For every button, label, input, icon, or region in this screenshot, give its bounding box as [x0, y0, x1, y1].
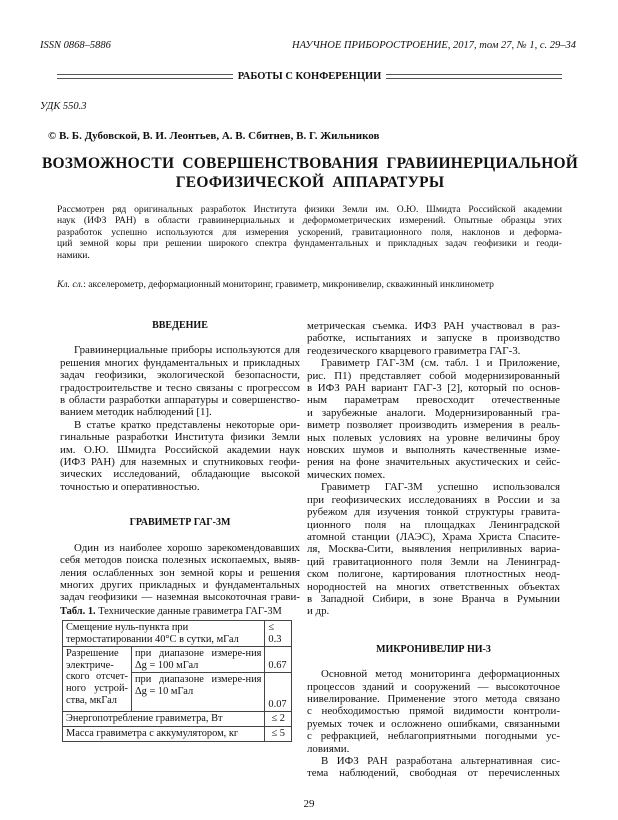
section-heading: МИКРОНИВЕЛИР НИ-3	[376, 643, 491, 655]
text-line: нивелирование. Применение этого метода связано	[307, 692, 560, 705]
text-line: с необходимостью прямой видимости контроли-	[307, 705, 560, 718]
issn: ISSN 0868–5886	[40, 40, 111, 51]
text-line: ционного поля на площадках Ленинградской	[307, 518, 560, 531]
paragraph	[307, 668, 560, 755]
text-line: точностью и оперативностью.	[60, 480, 200, 493]
text-line: геодезического кварцевого гравиметра ГАГ-3.	[307, 344, 521, 357]
text-line: атомной станции (ЛАЭС), Храма Христа Спасите-	[307, 530, 560, 543]
text-line: ском полигоне, картирования плотностных неод-	[307, 568, 560, 581]
section-heading: ГРАВИМЕТР ГАГ-3М	[129, 517, 231, 529]
table-row: Смещение нуль-пункта при термостатировании 40°С в сутки, мГал ≤ 0.3	[63, 621, 292, 647]
text-line: В статье кратко представлены некоторые ори-	[74, 418, 300, 431]
table-row: Разрешение электриче-ского отсчет-ного устрой-ства, мкГал при диапазоне измере-ния Δg = 100 мГал 0.67	[63, 647, 292, 673]
text-line: и др.	[307, 605, 330, 618]
text-line: В ИФЗ РАН разработана альтернативная сис-	[321, 755, 560, 767]
authors: © В. Б. Дубовской, В. И. Леонтьев, А. В. Сбитнев, В. Г. Жильников	[48, 130, 380, 142]
paragraph	[307, 357, 560, 481]
page-number: 29	[303, 798, 315, 810]
paragraph	[307, 755, 560, 780]
left-column	[60, 320, 300, 604]
text-line: наук (ИФЗ РАН) в области гравиинерциальных и деформометрических измерений. Опытные образцы этих	[57, 215, 562, 227]
text-line: ванием методик наблюдений [1].	[60, 406, 212, 419]
text-line: ций гравитационного поля Земли на Ленинград-	[307, 555, 560, 568]
text-line: ным параметрам превосходит отечественные	[307, 394, 560, 407]
text-line: новских шумов и выполнять качественные изме-	[307, 444, 560, 457]
text-line: задач геофизики, экологической безопасности,	[60, 369, 300, 382]
specs-table	[62, 620, 292, 742]
text-line: намики.	[57, 249, 90, 261]
text-line: виметр позволяет производить измерения в реаль-	[307, 419, 560, 432]
text-line: в области разработки аппаратуры и совершенство-	[60, 394, 300, 407]
text-line: себя методов поиска полезных ископаемых, выяв-	[60, 554, 300, 567]
text-line: многих других прикладных и фундаментальных	[60, 578, 300, 591]
text-line: в ИФЗ РАН вариант ГАГ-3 [2], который по основ-	[307, 382, 560, 395]
text-line: ных полевых условиях на уровне величины броу	[307, 431, 560, 444]
paragraph	[60, 344, 300, 418]
text-line: с рефракцией, неблагоприятными погодными ус-	[307, 730, 560, 743]
text-line: Гравиметр ГАГ-3М (см. табл. 1 и Приложение,	[321, 357, 560, 370]
abstract	[57, 204, 562, 261]
text-line: нородностей на многих ответственных объектах	[307, 580, 560, 593]
text-line: работке, испытаниях и запуске в производство	[307, 332, 560, 345]
paper-title: ВОЗМОЖНОСТИ СОВЕРШЕНСТВОВАНИЯ ГРАВИИНЕРЦИАЛЬНОЙ ГЕОФИЗИЧЕСКОЙ АППАРАТУРЫ	[41, 155, 579, 191]
text-line: и зарубежные аналоги. Модернизированный гра-	[307, 406, 560, 419]
text-line: руемых точек и осложнено ошибками, связанными	[307, 717, 560, 730]
text-line: метрическая съемка. ИФЗ РАН участвовал в раз-	[307, 320, 560, 332]
keywords: Кл. сл.: акселерометр, деформационный мониторинг, гравиметр, микронивелир, скважинный инклинометр	[57, 279, 494, 290]
text-line: рубежом для изучения тонкой структуры гравита-	[307, 506, 560, 519]
text-line: зических исследований, обладающие высокой	[60, 468, 300, 481]
section-heading: ВВЕДЕНИЕ	[152, 320, 208, 331]
text-line: рис. П1) представляет собой модернизированный	[307, 369, 560, 382]
section-rubric: РАБОТЫ С КОНФЕРЕНЦИИ	[57, 70, 562, 82]
table-row: Масса гравиметра с аккумулятором, кг ≤ 5	[63, 726, 292, 741]
paragraph	[307, 320, 560, 357]
text-line: Один из наиболее хорошо зарекомендовавших	[74, 541, 300, 554]
divider	[57, 74, 233, 79]
text-line: задач геофизики — наземная высокоточная грави-	[60, 591, 300, 604]
text-line: им. О.Ю. Шмидта Российской академии наук	[60, 443, 300, 456]
paragraph	[307, 481, 560, 617]
text-line: ций земной коры при решении широкого спектра фундаментальных и прикладных задач геофизики и геоди-	[57, 238, 562, 250]
text-line: (ИФЗ РАН) для наземных и спутниковых геофи-	[60, 456, 300, 469]
paragraph	[60, 419, 300, 493]
text-line: решения многих фундаментальных и прикладных	[60, 356, 300, 369]
text-line: при геофизических исследованиях в России и за	[307, 493, 560, 506]
divider	[386, 74, 562, 79]
text-line: рения на фоне значительных акустических и сейс-	[307, 456, 560, 469]
table-row: при диапазоне измере-ния Δg = 10 мГал 0.07	[63, 673, 292, 712]
text-line: ловиями.	[307, 742, 350, 755]
journal-citation: НАУЧНОЕ ПРИБОРОСТРОЕНИЕ, 2017, том 27, № 1, с. 29–34	[292, 40, 576, 51]
text-line: ля, Москва-Сити, выявления неприливных вариа-	[307, 543, 560, 556]
text-line: тема наблюдений, свободная от перечисленных	[307, 767, 560, 780]
right-column	[307, 320, 560, 780]
text-line: градостроительстве и тесно связаны с прогрессом	[60, 381, 300, 394]
text-line: гинальные разработки Института физики Земли	[60, 431, 300, 444]
text-line: разработок успешно используются для измерения ускорений, гравитационного поля, наклонов и деформа-	[57, 226, 562, 238]
text-line: Основной метод мониторинга деформационных	[321, 668, 560, 681]
text-line: Гравиинерциальные приборы используются для	[74, 344, 300, 357]
text-line: мических помех.	[307, 468, 386, 481]
udk: УДК 550.3	[40, 101, 87, 112]
text-line: Гравиметр ГАГ-3М успешно использовался	[321, 481, 560, 494]
table-row: Энергопотребление гравиметра, Вт ≤ 2	[63, 712, 292, 727]
text-line: процессов зданий и сооружений — высокоточное	[307, 680, 560, 693]
text-line: ления ослабленных зон земной коры и решения	[60, 566, 300, 579]
text-line: Рассмотрен ряд оригинальных разработок Института физики Земли им. О.Ю. Шмидта Российской академии	[57, 204, 562, 215]
text-line: в Западной Сибири, в зоне Вранча в Румынии	[307, 592, 560, 605]
paragraph	[60, 542, 300, 604]
table-caption: Табл. 1. Технические данные гравиметра ГАГ-3М	[60, 606, 282, 617]
